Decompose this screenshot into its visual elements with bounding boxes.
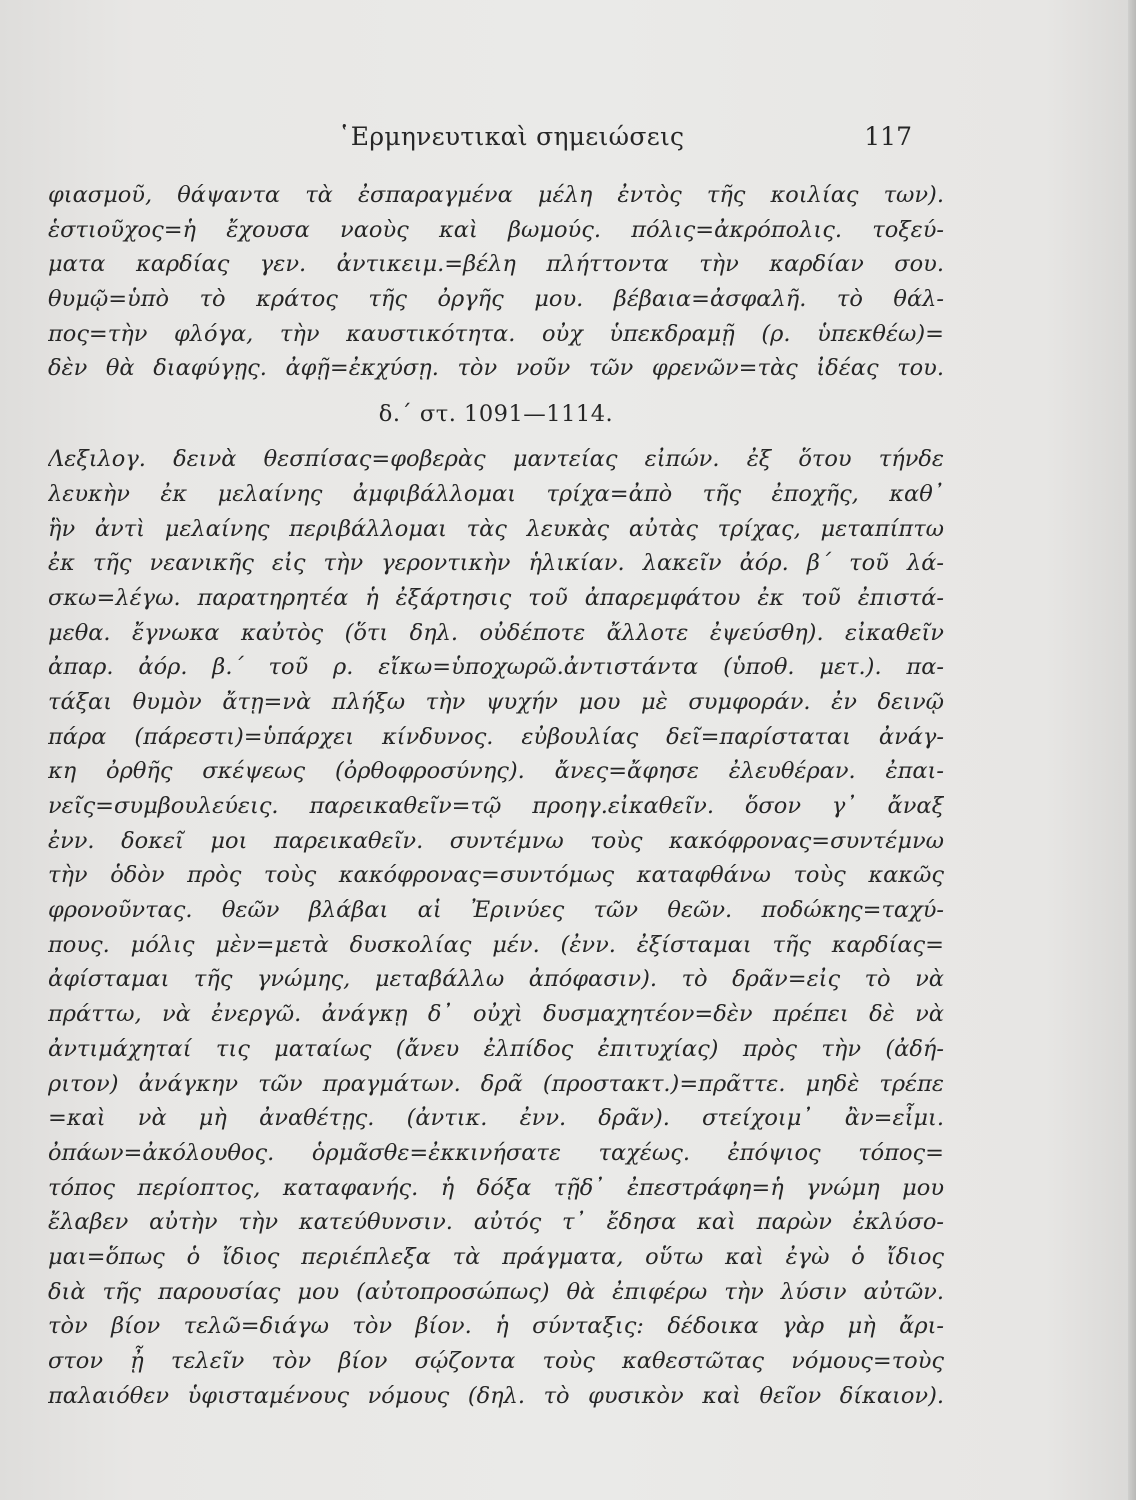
text-line: =καὶ νὰ μὴ ἀναθέτῃς. (ἀντικ. ἐνν. δρᾶν). στείχοιμ᾽ ἂν=εἶμι. — [48, 1105, 944, 1132]
page-number: 117 — [864, 122, 912, 151]
text-line: φρονοῦντας. θεῶν βλάβαι αἱ Ἐρινύες τῶν θεῶν. ποδώκης=ταχύ- — [48, 897, 944, 924]
page-edge-shadow — [1128, 0, 1136, 1500]
body-text — [48, 178, 944, 1413]
text-line: σκω=λέγω. παρατηρητέα ἡ ἐξάρτησις τοῦ ἀπαρεμφάτου ἐκ τοῦ ἐπιστά- — [48, 584, 944, 611]
text-line: ριτον) ἀνάγκην τῶν πραγμάτων. δρᾶ (προστακτ.)=πρᾶττε. μηδὲ τρέπε — [48, 1070, 944, 1097]
text-line: ἀπαρ. ἀόρ. β.΄ τοῦ ρ. εἴκω=ὑποχωρῶ.ἀντιστάντα (ὑποθ. μετ.). πα- — [48, 654, 944, 681]
text-line: ἣν ἀντὶ μελαίνης περιβάλλομαι τὰς λευκὰς αὐτὰς τρίχας, μεταπίπτω — [48, 515, 944, 542]
text-line: τόπος περίοπτος, καταφανής. ἡ δόξα τῇδ᾽ ἐπεστράφη=ἡ γνώμη μου — [48, 1174, 944, 1201]
text-line: θυμῷ=ὑπὸ τὸ κράτος τῆς ὀργῆς μου. βέβαια=ἀσφαλῆ. τὸ θάλ- — [48, 286, 944, 313]
text-line: πράττω, νὰ ἐνεργῶ. ἀνάγκῃ δ᾽ οὐχὶ δυσμαχητέον=δὲν πρέπει δὲ νὰ — [48, 1001, 944, 1028]
paragraph-2 — [48, 442, 944, 1413]
text-line: πους. μόλις μὲν=μετὰ δυσκολίας μέν. (ἐνν. ἐξίσταμαι τῆς καρδίας= — [48, 931, 944, 958]
text-line: φιασμοῦ, θάψαντα τὰ ἐσπαραγμένα μέλη ἐντὸς τῆς κοιλίας των). — [48, 182, 944, 208]
text-line: Λεξιλογ. δεινὰ θεσπίσας=φοβερὰς μαντείας εἰπών. ἐξ ὅτου τήνδε — [48, 446, 944, 473]
text-line: ἀντιμάχηταί τις ματαίως (ἄνευ ἐλπίδος ἐπιτυχίας) πρὸς τὴν (ἀδή- — [48, 1035, 944, 1062]
text-line: κη ὀρθῆς σκέψεως (ὀρθοφροσύνης). ἄνες=ἄφησε ἐλευθέραν. ἐπαι- — [48, 758, 944, 785]
text-line: τὴν ὁδὸν πρὸς τοὺς κακόφρονας=συντόμως καταφθάνω τοὺς κακῶς — [48, 862, 944, 889]
text-line: νεῖς=συμβουλεύεις. παρεικαθεῖν=τῷ προηγ.εἰκαθεῖν. ὅσον γ᾽ ἄναξ — [48, 793, 944, 819]
text-line: λευκὴν ἐκ μελαίνης ἀμφιβάλλομαι τρίχα=ἀπὸ τῆς ἐποχῆς, καθ᾽ — [48, 480, 944, 507]
section-heading: δ.΄ στ. 1091—1114. — [378, 401, 614, 428]
text-line: ἐκ τῆς νεανικῆς εἰς τὴν γεροντικὴν ἡλικίαν. λακεῖν ἀόρ. β΄ τοῦ λά- — [48, 550, 944, 577]
text-line: τάξαι θυμὸν ἄτῃ=νὰ πλήξω τὴν ψυχήν μου μὲ συμφοράν. ἐν δεινῷ — [48, 688, 944, 715]
text-line: παλαιόθεν ὑφισταμένους νόμους (δηλ. τὸ φυσικὸν καὶ θεῖον δίκαιον). — [48, 1382, 944, 1409]
text-line: ἔλαβεν αὐτὴν τὴν κατεύθυνσιν. αὐτός τ᾽ ἔδησα καὶ παρὼν ἐκλύσο- — [48, 1209, 944, 1236]
text-line: μαι=ὅπως ὁ ἴδιος περιέπλεξα τὰ πράγματα, οὕτω καὶ ἐγὼ ὁ ἴδιος — [48, 1243, 944, 1270]
text-line: τὸν βίον τελῶ=διάγω τὸν βίον. ἡ σύνταξις: δέδοικα γὰρ μὴ ἄρι- — [48, 1313, 944, 1340]
text-line: ἀφίσταμαι τῆς γνώμης, μεταβάλλω ἀπόφασιν). τὸ δρᾶν=εἰς τὸ νὰ — [48, 966, 944, 993]
text-line: διὰ τῆς παρουσίας μου (αὐτοπροσώπως) θὰ ἐπιφέρω τὴν λύσιν αὐτῶν. — [48, 1278, 944, 1305]
text-line: ὀπάων=ἀκόλουθος. ὁρμᾶσθε=ἐκκινήσατε ταχέως. ἐπόψιος τόπος= — [48, 1139, 944, 1166]
text-line: ματα καρδίας γεν. ἀντικειμ.=βέλη πλήττοντα τὴν καρδίαν σου. — [48, 251, 944, 278]
page-header — [48, 122, 912, 162]
text-line: στον ᾖ τελεῖν τὸν βίον σῴζοντα τοὺς καθεστῶτας νόμους=τοὺς — [48, 1348, 944, 1374]
text-line: ἐνν. δοκεῖ μοι παρεικαθεῖν. συντέμνω τοὺς κακόφρονας=συντέμνω — [48, 827, 944, 854]
text-line: πάρα (πάρεστι)=ὑπάρχει κίνδυνος. εὐβουλίας δεῖ=παρίσταται ἀνάγ- — [48, 723, 944, 750]
text-line: πος=τὴν φλόγα, τὴν καυστικότητα. οὐχ ὑπεκδραμῇ (ρ. ὑπεκθέω)= — [48, 320, 944, 347]
text-line: δὲν θὰ διαφύγῃς. ἀφῇ=ἐκχύσῃ. τὸν νοῦν τῶν φρενῶν=τὰς ἰδέας του. — [48, 355, 944, 382]
text-line: μεθα. ἔγνωκα καὐτὸς (ὅτι δηλ. οὐδέποτε ἄλλοτε ἐψεύσθη). εἰκαθεῖν — [48, 619, 944, 646]
text-line: ἑστιοῦχος=ἡ ἔχουσα ναοὺς καὶ βωμούς. πόλις=ἀκρόπολις. τοξεύ- — [48, 216, 944, 243]
running-title: ῾Ερμηνευτικαὶ σημειώσεις — [338, 122, 685, 151]
paragraph-1 — [48, 178, 944, 386]
